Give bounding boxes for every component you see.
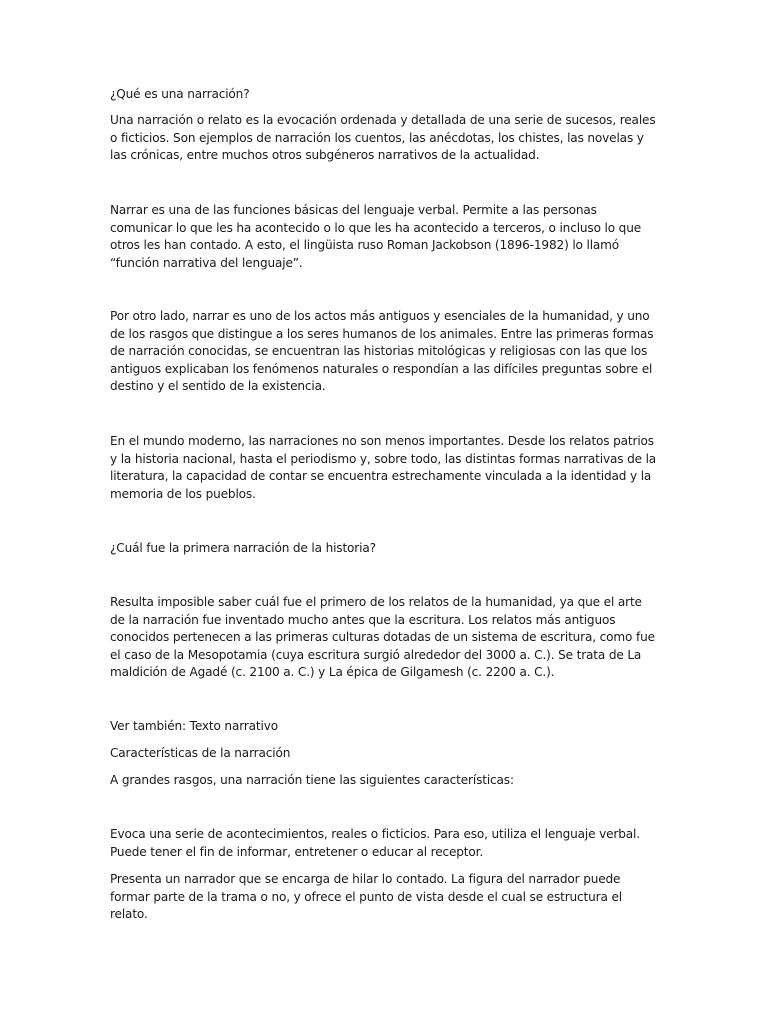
heading-que-es-narracion: ¿Qué es una narración? [110, 87, 250, 101]
paragraph-funcion-basica: Narrar es una de las funciones básicas del lenguaje verbal. Permite a las personas comunicar lo que les ha acontecido o lo que les ha acontecido a terceros, o incluso lo que otros les han contado. A esto, el lingüista ruso Roman Jackobson (1896-1982) lo llamó “función narrativa del lenguaje”. [110, 203, 642, 270]
paragraph-intro-caracteristicas: A grandes rasgos, una narración tiene las siguientes características: [110, 773, 514, 787]
see-also-link-text: Ver también: Texto narrativo [110, 719, 278, 733]
paragraph-definicion: Una narración o relato es la evocación ordenada y detallada de una serie de sucesos, reales o ficticios. Son ejemplos de narración los cuentos, las anécdotas, los chistes, las novelas y las crónicas, entre muchos otros subgéneros narrativos de la actualidad. [110, 113, 656, 163]
paragraph-primer-relato: Resulta imposible saber cuál fue el primero de los relatos de la humanidad, ya que el arte de la narración fue inventado mucho antes que la escritura. Los relatos más antiguos conocidos pertenecen a las primeras culturas dotadas de un sistema de escritura, como fue el caso de la Mesopotamia (cuya escritura surgió alrededor del 3000 a. C.). Se trata de La maldición de Agadé (c. 2100 a. C.) y La épica de Gilgamesh (c. 2200 a. C.). [110, 595, 655, 680]
paragraph-caracteristica-1: Evoca una serie de acontecimientos, reales o ficticios. Para eso, utiliza el lenguaje verbal. Puede tener el fin de informar, entretener o educar al receptor. [110, 827, 640, 859]
heading-primera-narracion: ¿Cuál fue la primera narración de la historia? [110, 541, 376, 555]
paragraph-caracteristica-2: Presenta un narrador que se encarga de hilar lo contado. La figura del narrador puede formar parte de la trama o no, y ofrece el punto de vista desde el cual se estructura el relato. [110, 872, 622, 922]
heading-caracteristicas: Características de la narración [110, 746, 291, 760]
paragraph-mundo-moderno: En el mundo moderno, las narraciones no son menos importantes. Desde los relatos patrios y la historia nacional, hasta el periodismo y, sobre todo, las distintas formas narrativas de la literatura, la capacidad de contar se encuentra estrechamente vinculada a la identidad y la memoria de los pueblos. [110, 434, 657, 501]
paragraph-actos-antiguos: Por otro lado, narrar es uno de los actos más antiguos y esenciales de la humanidad, y uno de los rasgos que distingue a los seres humanos de los animales. Entre las primeras formas de narración conocidas, se encuentran las historias mitológicas y religiosas con las que los antiguos explicaban los fenómenos naturales o respondían a las difíciles preguntas sobre el destino y el sentido de la existencia. [110, 309, 654, 394]
